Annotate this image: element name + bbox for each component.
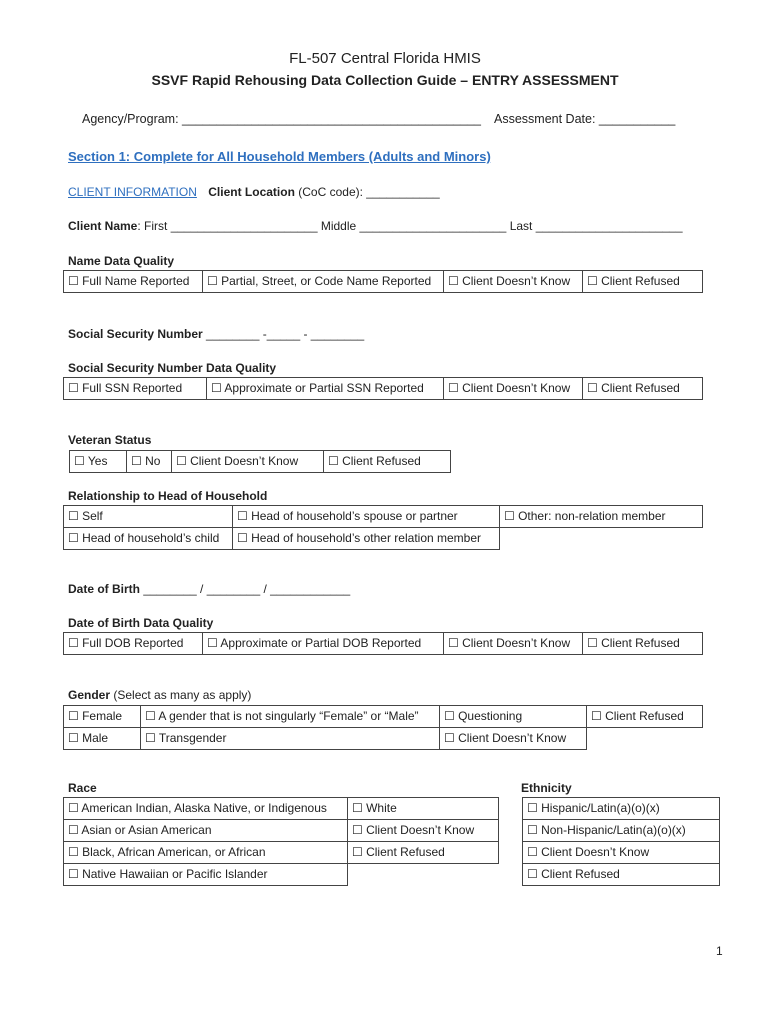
section-1-title: Section 1: Complete for All Household Members (Adults and Minors) [68,149,491,164]
dob-dq-refused[interactable]: ☐ Client Refused [583,633,703,655]
name-dq-partial[interactable]: ☐ Partial, Street, or Code Name Reported [203,271,444,293]
race-black[interactable]: ☐ Black, African American, or African [64,842,348,864]
ethnicity-refused[interactable]: ☐ Client Refused [523,864,720,886]
relationship-other-relation[interactable]: ☐ Head of household’s other relation member [233,528,500,550]
veteran-no[interactable]: ☐ No [127,451,172,473]
race-refused[interactable]: ☐ Client Refused [348,842,499,864]
client-location-label: Client Location [208,185,295,199]
veteran-refused[interactable]: ☐ Client Refused [324,451,451,473]
ethnicity-table [522,797,720,886]
ssn-row [68,327,364,341]
ssn-field[interactable]: ________ -_____ - ________ [202,327,365,341]
race-american-indian[interactable]: ☐ American Indian, Alaska Native, or Indigenous [64,798,348,820]
dob-label: Date of Birth [68,582,140,596]
client-location-field[interactable]: (CoC code): ___________ [294,185,440,199]
name-dq-doesnt-know[interactable]: ☐ Client Doesn’t Know [444,271,583,293]
ssn-dq-partial[interactable]: ☐ Approximate or Partial SSN Reported [207,378,444,400]
race-white[interactable]: ☐ White [348,798,499,820]
ssn-data-quality-table [63,377,703,400]
gender-doesnt-know[interactable]: ☐ Client Doesn’t Know [440,728,587,750]
client-information-row [68,185,440,199]
veteran-doesnt-know[interactable]: ☐ Client Doesn’t Know [172,451,324,473]
dob-dq-doesnt-know[interactable]: ☐ Client Doesn’t Know [444,633,583,655]
gender-hint: (Select as many as apply) [110,688,252,702]
agency-program-field[interactable]: Agency/Program: ___________________________________________ [82,112,481,126]
relationship-spouse[interactable]: ☐ Head of household’s spouse or partner [233,506,500,528]
name-dq-full[interactable]: ☐ Full Name Reported [64,271,203,293]
gender-questioning[interactable]: ☐ Questioning [440,706,587,728]
page-number: 1 [716,944,723,958]
gender-male[interactable]: ☐ Male [64,728,141,750]
dob-field[interactable]: ________ / ________ / ____________ [140,582,351,596]
dob-dq-partial[interactable]: ☐ Approximate or Partial DOB Reported [203,633,444,655]
race-asian[interactable]: ☐ Asian or Asian American [64,820,348,842]
relationship-child[interactable]: ☐ Head of household’s child [64,528,233,550]
relationship-other-non-relation[interactable]: ☐ Other: non-relation member [500,506,703,528]
dob-dq-full[interactable]: ☐ Full DOB Reported [64,633,203,655]
ssn-dq-refused[interactable]: ☐ Client Refused [583,378,703,400]
gender-transgender[interactable]: ☐ Transgender [141,728,440,750]
relationship-table [63,505,703,550]
relationship-title: Relationship to Head of Household [68,489,268,503]
ethnicity-non-hispanic[interactable]: ☐ Non-Hispanic/Latin(a)(o)(x) [523,820,720,842]
relationship-self[interactable]: ☐ Self [64,506,233,528]
veteran-yes[interactable]: ☐ Yes [70,451,127,473]
ethnicity-hispanic[interactable]: ☐ Hispanic/Latin(a)(o)(x) [523,798,720,820]
name-dq-refused[interactable]: ☐ Client Refused [583,271,703,293]
gender-empty-cell [587,728,703,750]
ssn-dq-full[interactable]: ☐ Full SSN Reported [64,378,207,400]
name-data-quality-title: Name Data Quality [68,254,175,268]
dob-row [68,582,350,596]
race-title: Race [68,781,97,795]
race-table [63,797,499,886]
client-information-tag: CLIENT INFORMATION [68,185,197,199]
document-subtitle: SSVF Rapid Rehousing Data Collection Guide – ENTRY ASSESSMENT [151,72,619,88]
gender-not-singular[interactable]: ☐ A gender that is not singularly “Female” or “Male” [141,706,440,728]
client-name-fields[interactable]: : First ______________________ Middle ______________________ Last ______________________ [137,219,683,233]
gender-refused[interactable]: ☐ Client Refused [587,706,703,728]
document-title: FL-507 Central Florida HMIS [289,50,481,67]
veteran-status-title: Veteran Status [68,433,152,447]
client-name-label: Client Name [68,219,138,233]
gender-table [63,705,703,750]
ethnicity-title: Ethnicity [521,781,572,795]
ssn-dq-doesnt-know[interactable]: ☐ Client Doesn’t Know [444,378,583,400]
ssn-label: Social Security Number [68,327,203,341]
dob-data-quality-title: Date of Birth Data Quality [68,616,214,630]
name-data-quality-table [63,270,703,293]
dob-data-quality-table [63,632,703,655]
race-empty-cell [348,864,499,886]
ethnicity-doesnt-know[interactable]: ☐ Client Doesn’t Know [523,842,720,864]
race-doesnt-know[interactable]: ☐ Client Doesn’t Know [348,820,499,842]
client-name-row [68,219,683,233]
assessment-date-field[interactable]: Assessment Date: ___________ [494,112,676,126]
gender-female[interactable]: ☐ Female [64,706,141,728]
ssn-data-quality-title: Social Security Number Data Quality [68,361,277,375]
gender-title-row [68,688,251,702]
veteran-status-table [69,450,451,473]
relationship-empty-cell [500,528,703,550]
race-native-hawaiian[interactable]: ☐ Native Hawaiian or Pacific Islander [64,864,348,886]
gender-title: Gender [68,688,111,702]
